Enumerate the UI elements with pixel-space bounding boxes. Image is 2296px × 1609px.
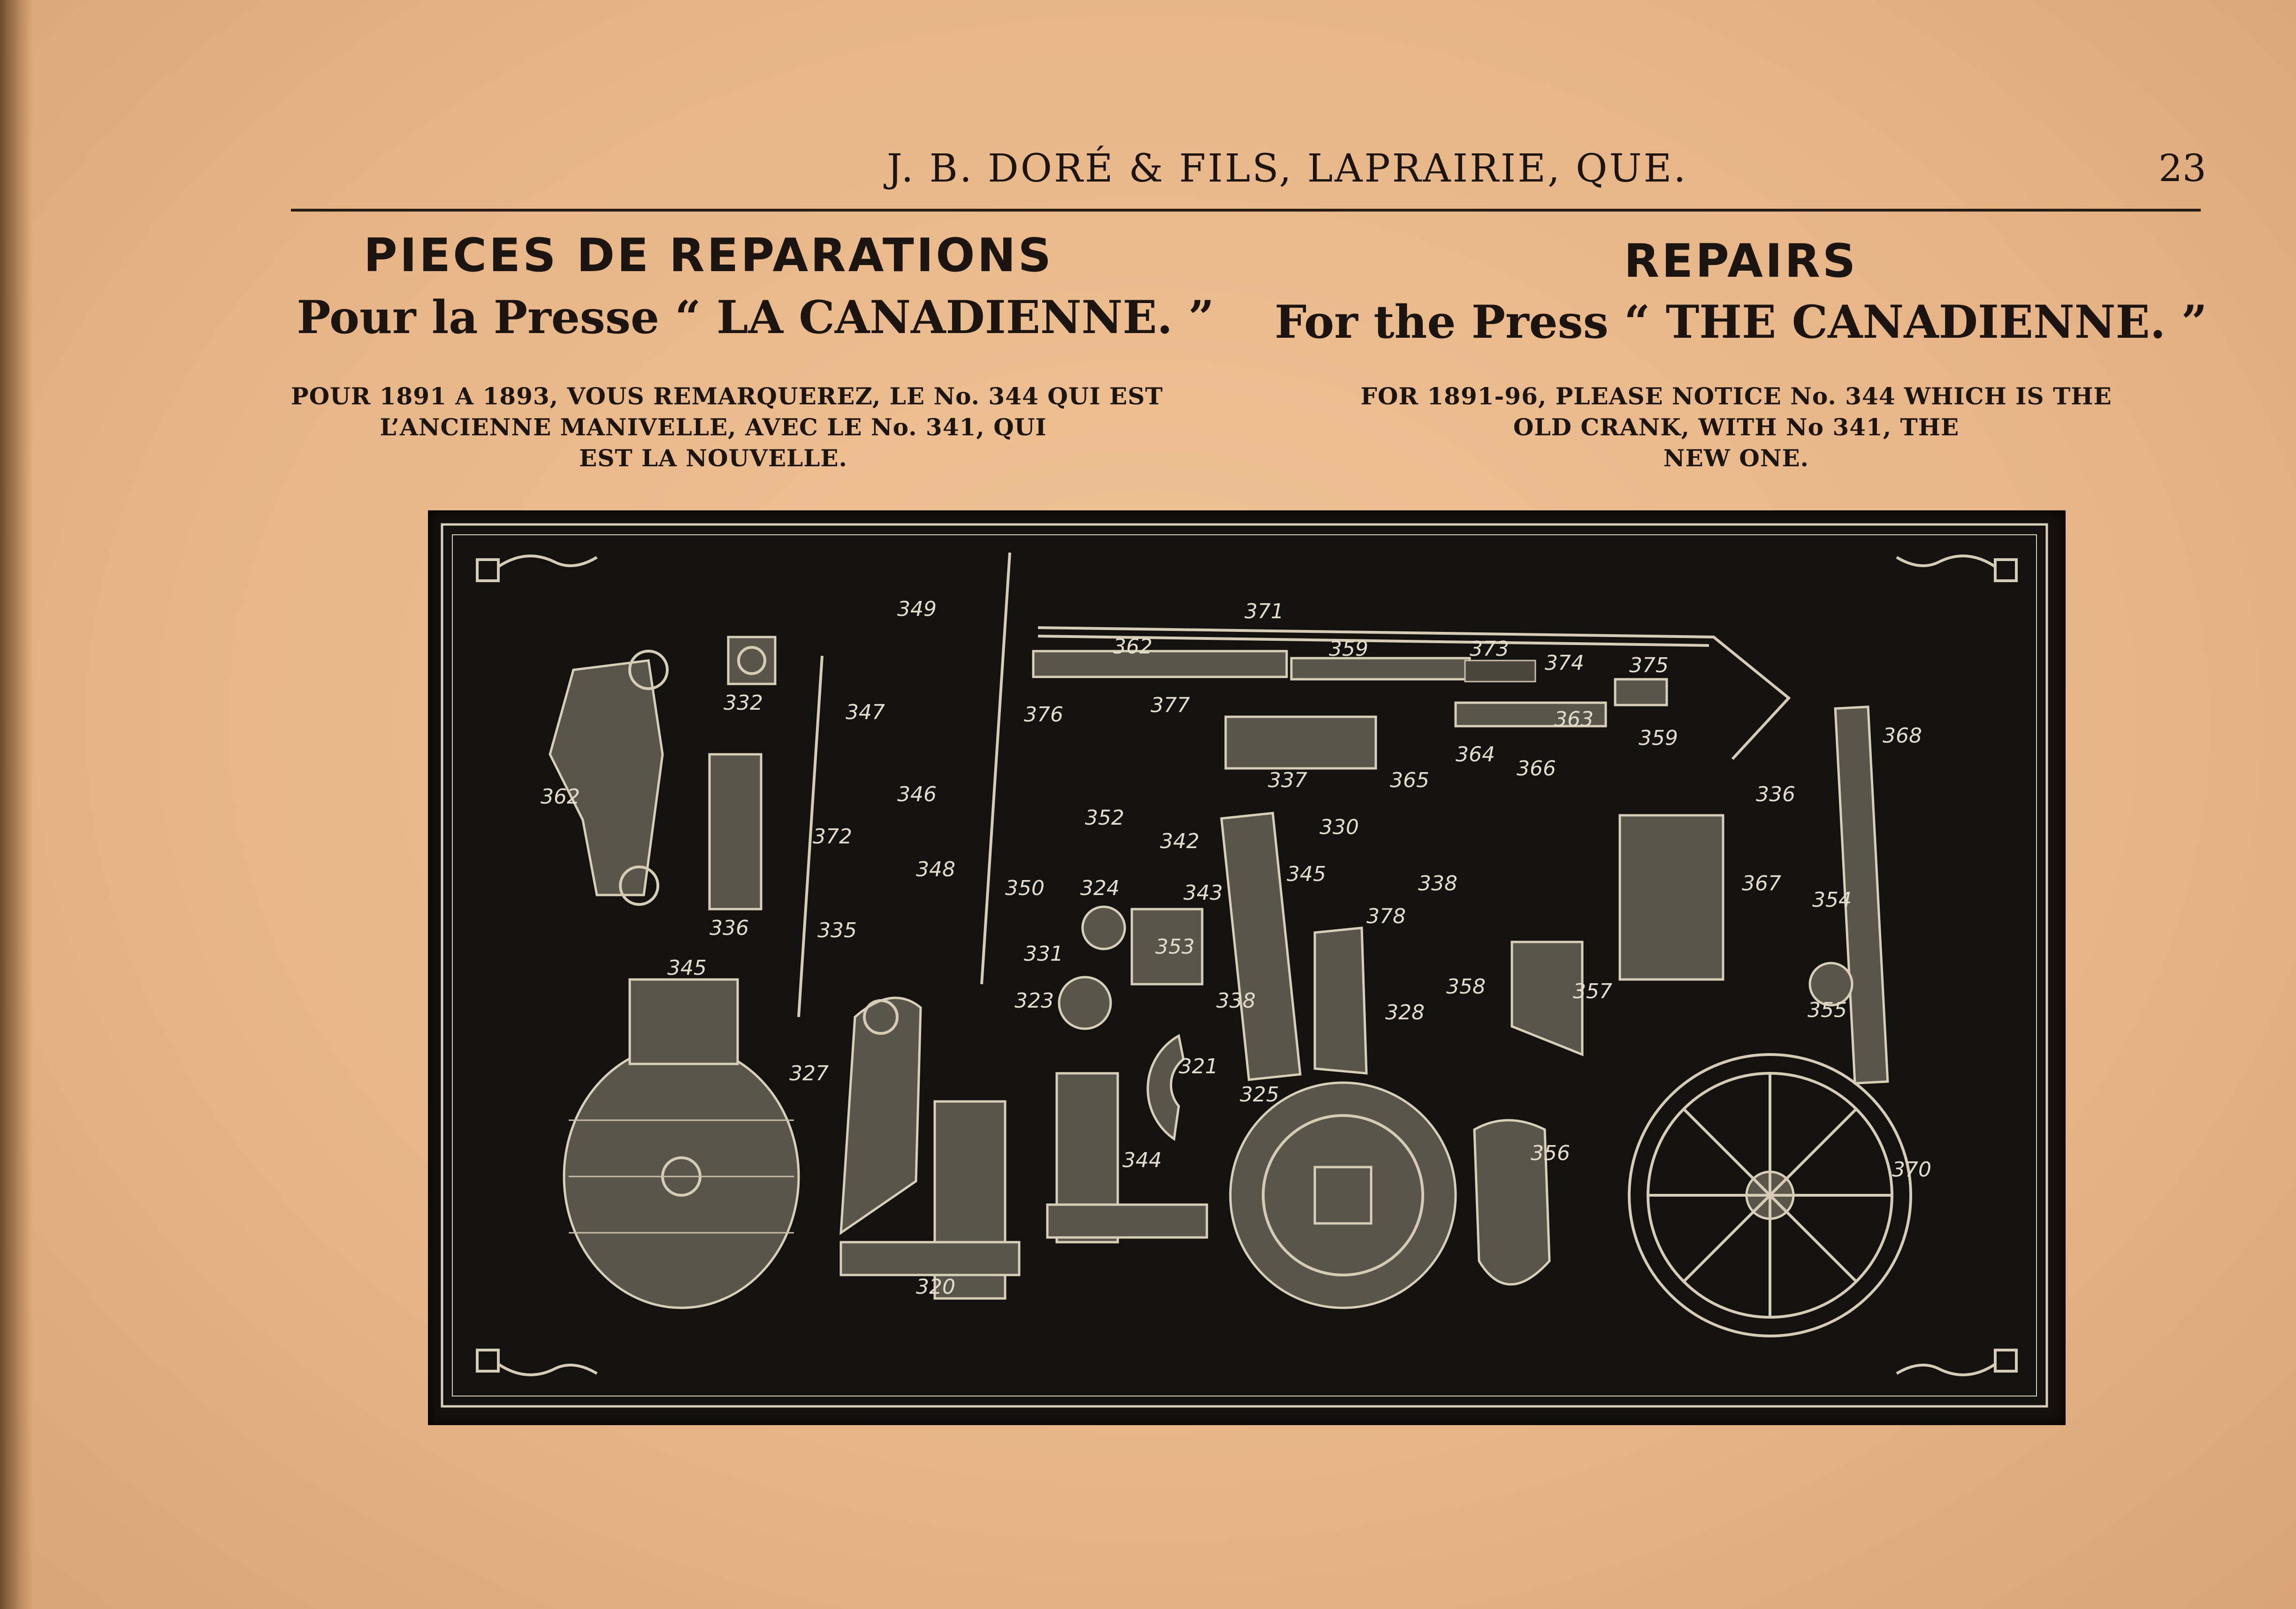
page-number: 23 [2159,146,2206,190]
part-number: 353 [1155,935,1195,959]
part-number: 345 [1287,862,1326,886]
part-number: 338 [1418,872,1457,896]
part-number: 363 [1554,707,1594,731]
crank-344-arm [1047,1205,1207,1237]
english-subtitle: For the Press “ THE CANADIENNE. ” [1274,296,2207,349]
part-number: 348 [916,858,955,881]
block-337 [1226,717,1376,768]
part-number: 357 [1573,979,1612,1003]
book-spine-shadow [0,0,33,1609]
part-number: 335 [817,918,857,942]
part-number: 323 [1015,989,1054,1013]
part-number: 349 [897,597,937,621]
rod-350 [982,553,1010,984]
part-number: 345 [667,956,707,980]
bracket-362 [550,660,663,895]
part-number: 337 [1268,768,1307,792]
wedge-328 [1315,928,1366,1073]
part-number: 331 [1024,942,1063,966]
running-head-text: J. B. DORÉ & FILS, LAPRAIRIE, QUE. [887,146,1688,191]
plate-332 [728,637,775,684]
french-subtitle: Pour la Presse “ LA CANADIENNE. ” [297,291,1214,344]
part-number: 336 [709,916,749,940]
part-number: 350 [1005,876,1045,900]
ratchet-367 [1620,815,1723,979]
part-number: 320 [916,1275,955,1299]
part-number: 368 [1883,724,1922,748]
part-number: 370 [1892,1158,1931,1182]
part-number: 324 [1080,876,1120,900]
slide-336 [709,754,761,909]
french-note-line: EST LA NOUVELLE. [579,444,847,472]
english-title: REPAIRS [1624,235,1858,288]
part-number: 355 [1808,998,1847,1022]
shaft-362 [1033,651,1287,677]
french-title: PIECES DE REPARATIONS [363,229,1054,282]
washer-324 [1083,907,1125,949]
part-number: 343 [1183,881,1223,905]
part-number: 362 [1113,635,1152,659]
plate-357 [1512,942,1582,1055]
segment-321 [1148,1036,1183,1139]
spring-375 [1615,679,1667,705]
part-number: 328 [1385,1001,1425,1025]
part-number: 325 [1240,1083,1279,1107]
running-head [0,141,2296,197]
english-note-line: NEW ONE. [1663,444,1809,472]
spring-373 [1465,660,1535,682]
part-number: 344 [1122,1148,1162,1172]
part-number: 374 [1545,651,1584,675]
part-number: 356 [1531,1141,1570,1165]
english-note-line: OLD CRANK, WITH No 341, THE [1513,413,1960,441]
part-number: 338 [1216,989,1256,1013]
part-number: 352 [1085,806,1124,830]
engraving-svg [428,510,2066,1425]
part-number: 327 [789,1062,829,1085]
part-number: 375 [1629,653,1669,677]
part-number: 321 [1179,1055,1218,1078]
repair-parts-engraving [428,510,2066,1425]
french-note [291,381,1163,474]
part-number: 371 [1244,600,1284,623]
part-number: 365 [1390,768,1429,792]
part-number: 342 [1160,829,1199,853]
bar-338 [1221,813,1300,1079]
header-rule [291,209,2201,212]
cylinder-345-top [630,979,738,1064]
collar-323 [1059,977,1111,1029]
part-number: 359 [1639,726,1678,750]
part-number: 354 [1812,888,1852,912]
base-320 [841,1242,1019,1275]
shaft-359 [1291,658,1470,679]
part-number: 336 [1756,782,1795,806]
part-number: 366 [1517,757,1556,781]
part-number: 347 [846,700,885,724]
french-note-line: L’ANCIENNE MANIVELLE, AVEC LE No. 341, QUI [380,413,1047,441]
part-number: 330 [1320,815,1359,839]
part-number: 358 [1446,975,1486,999]
english-note-line: FOR 1891-96, PLEASE NOTICE No. 344 WHICH IS THE [1360,382,2112,410]
part-number: 346 [897,782,937,806]
part-number: 359 [1329,637,1368,661]
part-number: 376 [1024,703,1063,727]
french-note-line: POUR 1891 A 1893, VOUS REMARQUEREZ, LE No. 344 QUI EST [291,382,1163,410]
part-number: 362 [541,785,580,809]
part-number: 364 [1456,743,1495,767]
part-number: 367 [1742,872,1781,896]
part-number: 372 [813,825,852,849]
part-number: 332 [724,691,763,715]
part-number: 378 [1366,904,1406,928]
part-number: 373 [1470,637,1509,661]
wheel-370-spokes [1648,1073,1892,1317]
part-number: 377 [1151,693,1190,717]
english-note [1333,381,2140,474]
